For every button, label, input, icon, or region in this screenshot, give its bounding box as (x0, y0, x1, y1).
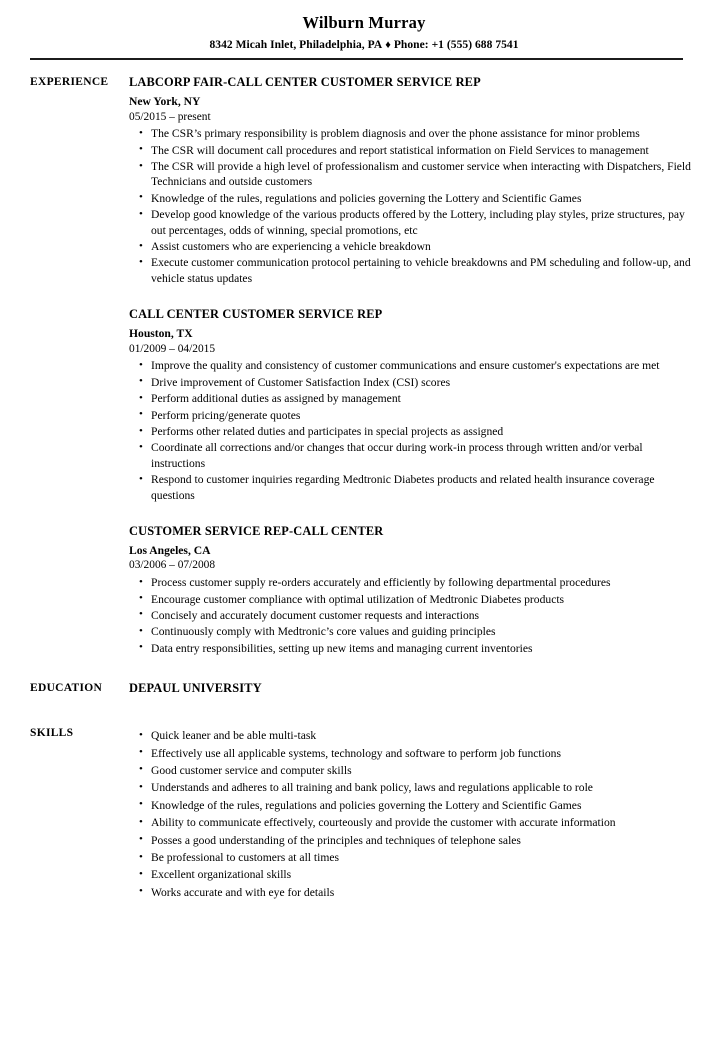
job-dates: 03/2006 – 07/2008 (129, 559, 216, 572)
job-location: Houston, TX (129, 326, 193, 340)
list-item: • Execute customer communication protocol pertaining to vehicle breakdowns and PM scheduling and follow-up, and vehicle status updates (129, 255, 694, 286)
section-label-education: EDUCATION (30, 682, 103, 695)
list-item: • Encourage customer compliance with optimal utilization of Medtronic Diabetes products (129, 592, 694, 607)
list-item: • Works accurate and with eye for details (129, 885, 694, 900)
list-item: • Posses a good understanding of the principles and techniques of telephone sales (129, 833, 694, 848)
resume-header (0, 0, 728, 60)
list-item: • Knowledge of the rules, regulations and policies governing the Lottery and Scientific Games (129, 798, 694, 813)
job-location: Los Angeles, CA (129, 543, 211, 557)
skills-body (129, 726, 694, 900)
list-item: • Good customer service and computer skills (129, 763, 694, 778)
list-item: • Assist customers who are experiencing a vehicle breakdown (129, 239, 694, 254)
list-item: • The CSR will document call procedures and report statistical information on Field Services to management (129, 143, 694, 158)
list-item: • Concisely and accurately document customer requests and interactions (129, 608, 694, 623)
education-school-name: DEPAUL UNIVERSITY (129, 681, 262, 696)
job-title: LABCORP FAIR-CALL CENTER CUSTOMER SERVICE REP (129, 75, 481, 90)
list-item: • Quick leaner and be able multi-task (129, 728, 694, 743)
list-item: • Continuously comply with Medtronic’s core values and guiding principles (129, 624, 694, 639)
job-location: New York, NY (129, 94, 201, 108)
job-entry (129, 307, 694, 503)
skills-list (129, 728, 694, 900)
section-label-skills: SKILLS (30, 727, 74, 740)
job-entry (129, 524, 694, 656)
job-title: CUSTOMER SERVICE REP-CALL CENTER (129, 524, 384, 539)
list-item: • Performs other related duties and participates in special projects as assigned (129, 424, 694, 439)
list-item: • Knowledge of the rules, regulations and policies governing the Lottery and Scientific Games (129, 191, 694, 206)
list-item: • The CSR will provide a high level of professionalism and customer service when interacting with Dispatchers, Field Technicians and outside customers (129, 159, 694, 190)
experience-section (0, 75, 728, 656)
job-responsibilities (129, 358, 694, 503)
list-item: • Perform additional duties as assigned by management (129, 391, 694, 406)
list-item: • Improve the quality and consistency of customer communications and ensure customer's expectations are met (129, 358, 694, 373)
list-item: • Develop good knowledge of the various products offered by the Lottery, including play styles, prize structures, pay out percentages, odds of winning, special promotions, etc (129, 207, 694, 238)
candidate-name: Wilburn Murray (302, 13, 426, 32)
job-dates: 05/2015 – present (129, 110, 211, 123)
list-item: • Coordinate all corrections and/or changes that occur during work-in process through written and/or verbal instructions (129, 440, 694, 471)
list-item: • Understands and adheres to all training and bank policy, laws and regulations applicable to role (129, 780, 694, 795)
list-item: • Perform pricing/generate quotes (129, 408, 694, 423)
job-dates: 01/2009 – 04/2015 (129, 342, 216, 355)
job-entry (129, 75, 694, 286)
list-item: • Ability to communicate effectively, courteously and provide the customer with accurate information (129, 815, 694, 830)
list-item: • Drive improvement of Customer Satisfaction Index (CSI) scores (129, 375, 694, 390)
list-item: • Effectively use all applicable systems, technology and software to perform job functions (129, 746, 694, 761)
education-section (0, 681, 728, 696)
skills-section (0, 726, 728, 900)
list-item: • Be professional to customers at all times (129, 850, 694, 865)
list-item: • Excellent organizational skills (129, 867, 694, 882)
contact-phone: Phone: +1 (555) 688 7541 (393, 39, 519, 52)
job-responsibilities (129, 126, 694, 286)
list-item: • Respond to customer inquiries regarding Medtronic Diabetes products and related health insurance coverage questions (129, 472, 694, 503)
section-label-experience: EXPERIENCE (30, 76, 109, 89)
contact-line (0, 39, 728, 51)
list-item: • The CSR’s primary responsibility is problem diagnosis and over the phone assistance for minor problems (129, 126, 694, 141)
contact-address: 8342 Micah Inlet, Philadelphia, PA (209, 39, 383, 52)
list-item: • Process customer supply re-orders accurately and efficiently by following departmental procedures (129, 575, 694, 590)
job-responsibilities (129, 575, 694, 656)
education-body (129, 681, 694, 696)
list-item: • Data entry responsibilities, setting up new items and managing current inventories (129, 641, 694, 656)
job-title: CALL CENTER CUSTOMER SERVICE REP (129, 307, 383, 322)
diamond-separator-icon: ♦ (385, 39, 391, 52)
experience-body (129, 75, 694, 656)
header-divider (30, 58, 683, 60)
